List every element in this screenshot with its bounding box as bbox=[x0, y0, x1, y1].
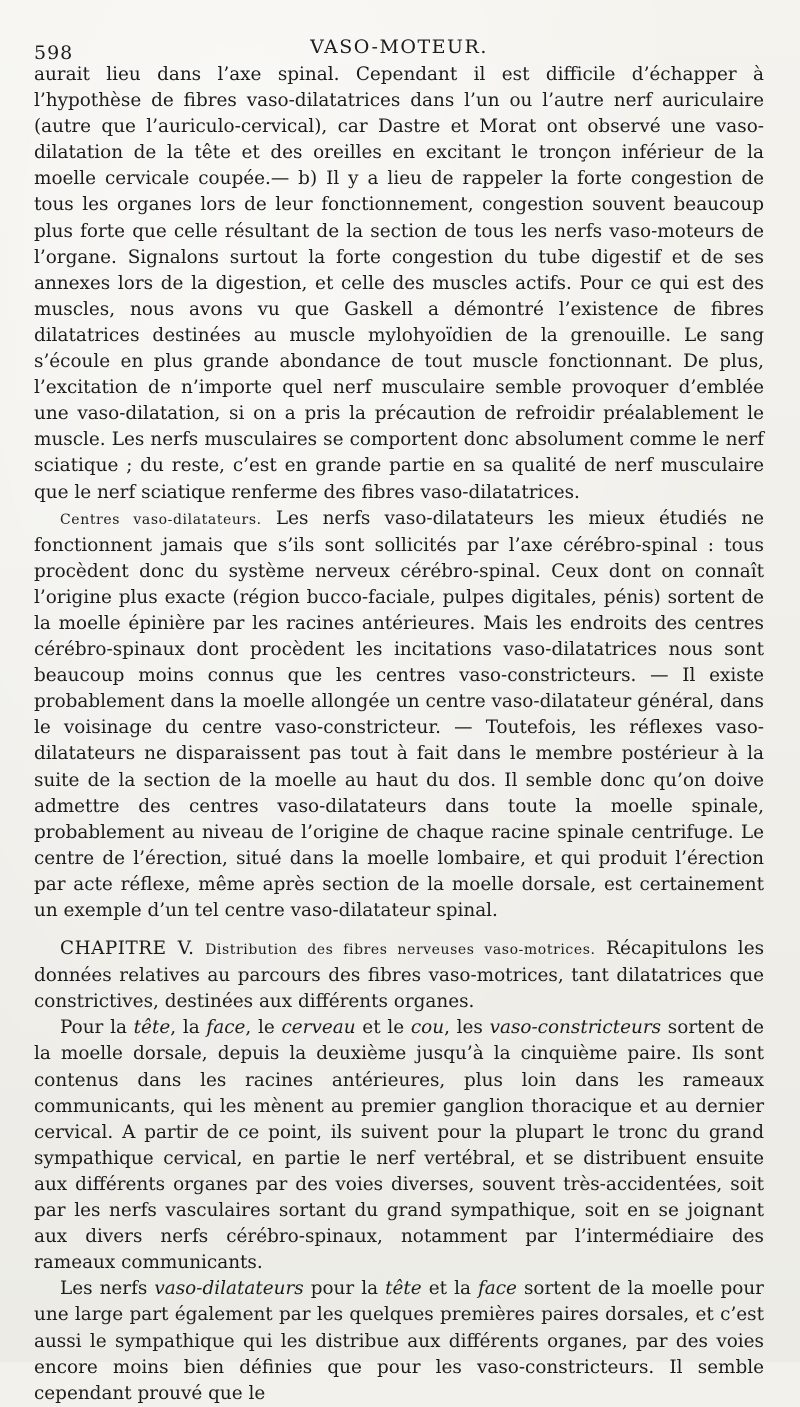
chapter-intro-text: Récapitulons les données relatives au parcours des fibres vaso-motrices, tant dilatatrices que constrictives, destinées aux différents organes. bbox=[34, 938, 765, 1013]
text-run: et la bbox=[421, 1278, 478, 1300]
chapter-title: Distribution des fibres nerveuses vaso-motrices. bbox=[205, 942, 596, 959]
italic-term: face bbox=[477, 1278, 517, 1300]
text-run: sortent de la moelle pour une large part également par les quelques premières paires dorsales, et c’est aussi le sympathique qui les distribue aux différents organes, par des voies encore moins bien définies que pour les vaso-constricteurs. Il semble cependant prouvé que le bbox=[34, 1278, 764, 1404]
body-text bbox=[34, 62, 764, 1407]
text-run: , le bbox=[245, 1017, 282, 1039]
paragraph-centres bbox=[34, 506, 764, 925]
paragraph-centres-text: Les nerfs vaso-dilatateurs les mieux étudiés ne fonctionnent jamais que s’ils sont sollicités par l’axe cérébro-spinal : tous procèdent donc du système nerveux cérébro-spinal. Ceux dont on connaît l’origine plus exacte (région bucco-faciale, pulpes digitales, pénis) sortent de la moelle épinière par les racines antérieures. Mais les endroits des centres cérébro-spinaux dont procèdent les incitations vaso-dilatatrices nous sont beaucoup moins connus que les centres vaso-constricteurs. — Il existe probablement dans la moelle allongée un centre vaso-dilatateur général, dans le voisinage du centre vaso-constricteur. — Toutefois, les réflexes vaso-dilatateurs ne disparaissent pas tout à fait dans le membre postérieur à la suite de la section de la moelle au haut du dos. Il semble donc qu’on doive admettre des centres vaso-dilatateurs dans toute la moelle spinale, probablement au niveau de l’origine de chaque racine spinale centrifuge. Le centre de l’érection, situé dans la moelle lombaire, et qui produit l’érection par acte réflexe, même après section de la moelle dorsale, est certainement un exemple d’un tel centre vaso-dilatateur spinal. bbox=[34, 507, 764, 921]
running-title: VASO-MOTEUR. bbox=[310, 36, 488, 58]
text-run: et le bbox=[355, 1017, 411, 1039]
text-run: , les bbox=[444, 1017, 490, 1039]
italic-term: cerveau bbox=[281, 1017, 356, 1039]
section-heading-centres: Centres vaso-dilatateurs. bbox=[60, 511, 262, 528]
text-run: pour la bbox=[303, 1278, 386, 1300]
text-run: Pour la bbox=[60, 1017, 134, 1039]
paragraph-vaso-constricteurs bbox=[34, 1015, 764, 1276]
italic-term: tête bbox=[385, 1278, 422, 1300]
text-run: , la bbox=[170, 1017, 207, 1039]
chapter-label: CHAPITRE V. bbox=[60, 938, 195, 960]
italic-term: face bbox=[206, 1017, 246, 1039]
running-head bbox=[34, 28, 764, 62]
text-run: sortent de la moelle dorsale, depuis la deuxième jusqu’à la cinquième paire. Ils sont contenus dans les racines antérieures, plus loin dans les rameaux communicants, qui les mènent au premier ganglion thoracique et au dernier cervical. A partir de ce point, ils suivent pour la plupart le tronc du grand sympathique cervical, en partie le nerf vertébral, et se distribuent ensuite aux différents organes par des voies diverses, souvent très-accidentées, soit par les nerfs vasculaires sortant du grand sympathique, soit en se joignant aux divers nerfs cérébro-spinaux, notamment par l’intermédiaire des rameaux communicants. bbox=[34, 1017, 765, 1274]
page-number: 598 bbox=[34, 42, 74, 64]
paragraph-continuation: aurait lieu dans l’axe spinal. Cependant il est difficile d’échapper à l’hypothèse de fibres vaso-dilatatrices dans l’un ou l’autre nerf auriculaire (autre que l’auriculo-cervical), car Dastre et Morat ont observé une vaso-dilatation de la tête et des oreilles en excitant le tronçon inférieur de la moelle cervicale coupée.— b) Il y a lieu de rappeler la forte congestion de tous les organes lors de leur fonctionnement, congestion souvent beaucoup plus forte que celle résultant de la section de tous les nerfs vaso-moteurs de l’organe. Signalons surtout la forte congestion du tube digestif et de ses annexes lors de la digestion, et celle des muscles actifs. Pour ce qui est des muscles, nous avons vu que Gaskell a démontré l’existence de fibres dilatatrices destinées au muscle mylohyoïdien de la grenouille. Le sang s’écoule en plus grande abondance de tout muscle fonctionnant. De plus, l’excitation de n’importe quel nerf musculaire semble provoquer d’emblée une vaso-dilatation, si on a pris la précaution de refroidir préalablement le muscle. Les nerfs musculaires se comportent donc absolument comme le nerf sciatique ; du reste, c’est en grande partie en sa qualité de nerf musculaire que le nerf sciatique renferme des fibres vaso-dilatatrices. bbox=[34, 64, 764, 503]
italic-term: vaso-constricteurs bbox=[489, 1017, 662, 1039]
italic-term: tête bbox=[133, 1017, 171, 1039]
paragraph-vaso-dilatateurs bbox=[34, 1276, 764, 1406]
italic-term: vaso-dilatateurs bbox=[154, 1278, 304, 1300]
chapter-paragraph bbox=[34, 936, 764, 1015]
text-run: Les nerfs bbox=[60, 1278, 155, 1300]
italic-term: cou bbox=[410, 1017, 445, 1039]
